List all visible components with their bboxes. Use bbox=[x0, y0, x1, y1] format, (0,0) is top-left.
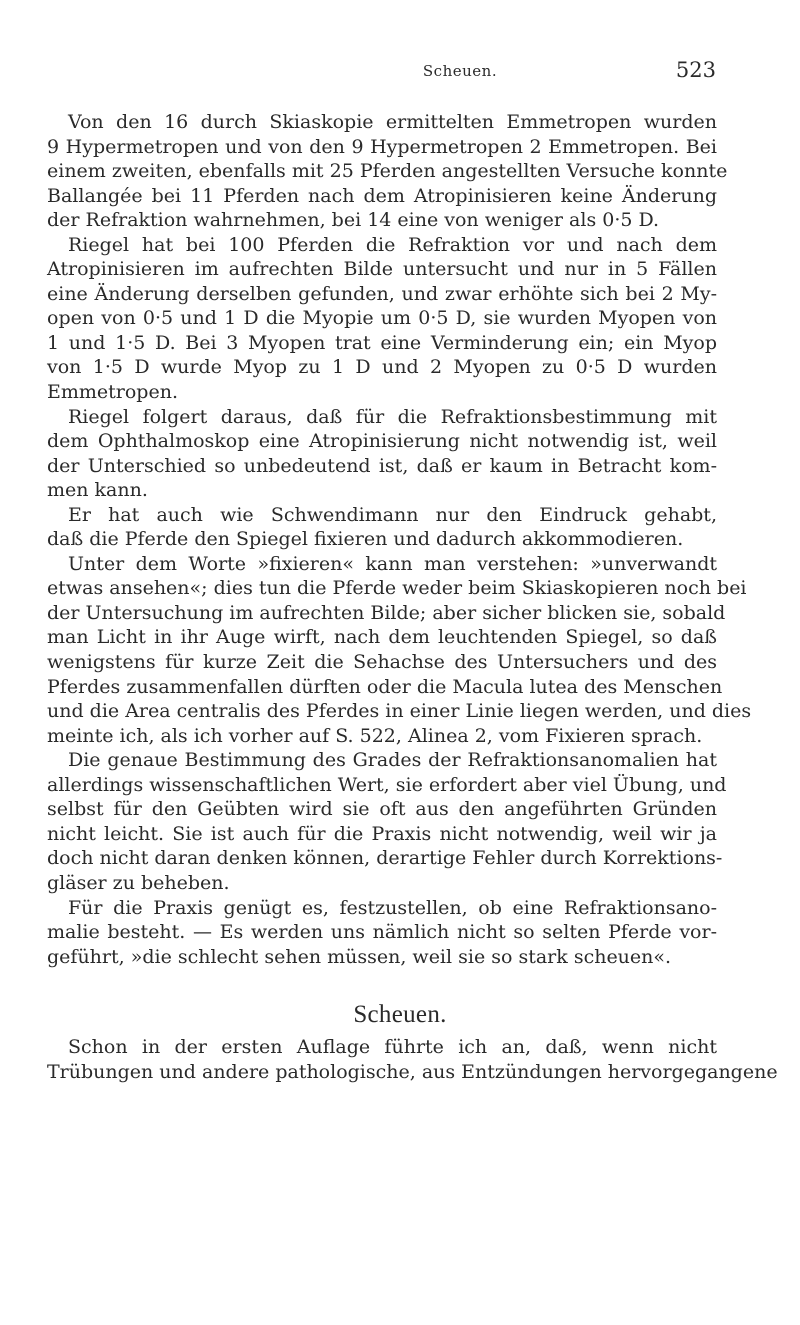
text-line: meinte ich, als ich vorher auf S. 522, Alinea 2, vom Fixieren sprach. bbox=[47, 724, 703, 747]
text-line: der Untersuchung im aufrechten Bilde; aber sicher blicken sie, sobald bbox=[47, 601, 726, 624]
text-line: gläser zu beheben. bbox=[47, 871, 230, 894]
page-header bbox=[90, 58, 716, 98]
text-line: Trübungen und andere pathologische, aus Entzündungen hervorgegangene bbox=[47, 1060, 778, 1083]
text-line: Unter dem Worte »fixieren« kann man verstehen: »unverwandt bbox=[68, 552, 717, 575]
text-line: von 1·5 D wurde Myop zu 1 D und 2 Myopen zu 0·5 D wurden bbox=[47, 356, 717, 379]
page-number: 523 bbox=[675, 58, 716, 82]
text-line: Für die Praxis genügt es, festzustellen, ob eine Refraktionsano- bbox=[68, 896, 717, 919]
text-line: Riegel folgert daraus, daß für die Refraktionsbestimmung mit bbox=[68, 405, 717, 428]
text-line: Ballangée bei 11 Pferden nach dem Atropinisieren keine Änderung bbox=[47, 184, 717, 207]
text-line: Die genaue Bestimmung des Grades der Refraktionsanomalien hat bbox=[68, 749, 717, 772]
text-line: Von den 16 durch Skiaskopie ermittelten Emmetropen wurden bbox=[68, 111, 717, 133]
paragraph bbox=[0, 552, 800, 748]
running-head: Scheuen. bbox=[422, 62, 498, 80]
text-line: 9 Hypermetropen und von den 9 Hypermetropen 2 Emmetropen. Bei bbox=[47, 135, 717, 158]
text-line: der Refraktion wahrnehmen, bei 14 eine von weniger als 0·5 D. bbox=[47, 209, 660, 232]
text-line: wenigstens für kurze Zeit die Sehachse des Untersuchers und des bbox=[47, 651, 717, 674]
text-line: geführt, »die schlecht sehen müssen, weil sie so stark scheuen«. bbox=[47, 945, 672, 968]
paragraph bbox=[0, 110, 800, 233]
body-text bbox=[0, 110, 800, 1084]
text-line: nicht leicht. Sie ist auch für die Praxis nicht notwendig, weil wir ja bbox=[47, 822, 717, 845]
paragraph bbox=[0, 1035, 800, 1084]
text-line: der Unterschied so unbedeutend ist, daß er kaum in Betracht kom- bbox=[47, 454, 717, 477]
paragraph bbox=[0, 233, 800, 405]
text-line: dem Ophthalmoskop eine Atropinisierung nicht notwendig ist, weil bbox=[47, 430, 717, 453]
paragraph bbox=[0, 748, 800, 895]
text-line: Er hat auch wie Schwendimann nur den Eindruck gehabt, bbox=[68, 503, 717, 526]
text-line: daß die Pferde den Spiegel fixieren und dadurch akkommodieren. bbox=[47, 528, 684, 551]
text-line: 1 und 1·5 D. Bei 3 Myopen trat eine Verminderung ein; ein Myop bbox=[47, 331, 717, 354]
paragraph bbox=[0, 896, 800, 970]
text-line: etwas ansehen«; dies tun die Pferde weder beim Skiaskopieren noch bei bbox=[47, 577, 747, 600]
spacer bbox=[0, 969, 800, 1001]
text-line: und die Area centralis des Pferdes in einer Linie liegen werden, und dies bbox=[47, 700, 752, 723]
text-line: men kann. bbox=[47, 479, 148, 502]
text-line: Emmetropen. bbox=[47, 381, 178, 404]
text-line: selbst für den Geübten wird sie oft aus den angeführten Gründen bbox=[47, 798, 717, 821]
text-line: allerdings wissenschaftlichen Wert, sie erfordert aber viel Übung, und bbox=[47, 773, 727, 796]
section-heading: Scheuen. bbox=[353, 1001, 447, 1029]
text-line: Atropinisieren im aufrechten Bilde untersucht und nur in 5 Fällen bbox=[47, 258, 717, 281]
paragraph bbox=[0, 503, 800, 552]
text-line: man Licht in ihr Auge wirft, nach dem leuchtenden Spiegel, so daß bbox=[47, 626, 717, 649]
text-line: Pferdes zusammenfallen dürften oder die Macula lutea des Menschen bbox=[47, 675, 723, 698]
paragraph bbox=[0, 405, 800, 503]
text-line: malie besteht. — Es werden uns nämlich nicht so selten Pferde vor- bbox=[47, 921, 717, 944]
text-line: eine Änderung derselben gefunden, und zwar erhöhte sich bei 2 My- bbox=[47, 282, 717, 305]
text-line: einem zweiten, ebenfalls mit 25 Pferden angestellten Versuche konnte bbox=[47, 160, 728, 183]
text-line: Riegel hat bei 100 Pferden die Refraktion vor und nach dem bbox=[68, 233, 717, 256]
text-line: open von 0·5 und 1 D die Myopie um 0·5 D, sie wurden Myopen von bbox=[47, 307, 717, 330]
text-line: doch nicht daran denken können, derartige Fehler durch Korrektions- bbox=[47, 847, 723, 870]
text-line: Schon in der ersten Auflage führte ich an, daß, wenn nicht bbox=[68, 1036, 717, 1059]
